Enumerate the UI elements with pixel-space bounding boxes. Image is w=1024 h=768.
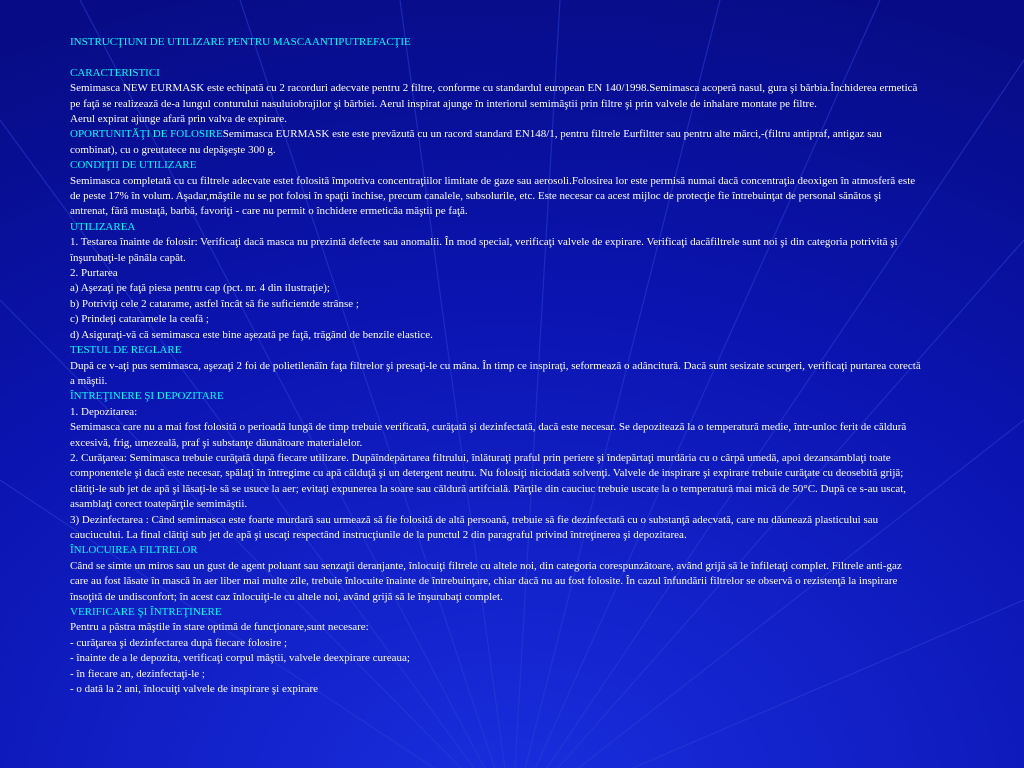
paragraph-testul: După ce v-aţi pus semimasca, aşezaţi 2 foi de polietilenăîn faţa filtrelor şi presaţi-le cu mâna. În timp ce inspiraţi, seformează o adâncitură. Dacă sunt sesizate scurgeri, verificaţi purtarea corectă a măştii. bbox=[70, 359, 921, 387]
paragraph-inlocuirea: Când se simte un miros sau un gust de agent poluant sau senzaţii deranjante, înlocuiţi filtrele cu altele noi, din categoria corespunzătoare, având grijă să le înfiletaţi complet. Filtrele anti-gaz care au fost lăsate în mască în aer liber mai multe zile, trebuie înlocuite înainte de întrebuinţare, chiar dacă nu au fost folosite. În cazul înfundării filtrelor se observă o rezistenţă la inspirare însoţită de undisconfort; în acest caz înlocuiţi-le cu altele noi, având grijă să le înşurubaţi complet. bbox=[70, 559, 902, 603]
paragraph-utilizarea-2: 2. Purtarea bbox=[70, 267, 118, 280]
paragraph-verificare-intro: Pentru a păstra măştile în stare optimă de funcţionare,sunt necesare: bbox=[70, 621, 369, 634]
paragraph-conditii: Semimasca completată cu cu filtrele adecvate estet folosită împotriva concentraţiilor limitate de gaze sau aerosoli.Folosirea lor este permisă numai dacă concentraţia deoxigen în atmosferă este de peste 17% în volum. Aşadar,măştile nu se pot folosi în spaţii închise, precum canalele, subsolurile, etc. Este necesar ca acest mijloc de protecţie fie întrebuinţat de personal sănătos şi antrenat, fără mustaţă, barbă, favoriţi - care nu permit o închidere ermeticăa măştii pe faţă. bbox=[70, 174, 916, 218]
paragraph-oportunitati bbox=[70, 127, 922, 158]
heading-inlocuirea: ÎNLOCUIREA FILTRELOR bbox=[70, 544, 198, 557]
list-item-b: b) Potriviţi cele 2 catarame, astfel încât să fie suficientde strânse ; bbox=[70, 297, 359, 310]
list-item-c: c) Prindeţi cataramele la ceafă ; bbox=[70, 313, 209, 326]
subheading-depozitarea: 1. Depozitarea: bbox=[70, 405, 138, 418]
paragraph-caracteristici-1: Semimasca NEW EURMASK este echipată cu 2 racorduri adecvate pentru 2 filtre, conforme cu standardul european EN 140/1998.Semimasca acoperă nasul, gura şi bărbia.Închiderea ermetică pe faţă se realizează de-a lungul conturului nasuluiobrajilor şi bărbiei. Aerul inspirat ajunge în interiorul semimăştii prin filtre şi prin valvele de inhalare montate pe filtre. bbox=[70, 82, 918, 110]
list-item-verificare-2: - înainte de a le depozita, verificaţi corpul măştii, valvele deexpirare cureaua; bbox=[70, 652, 410, 665]
paragraph-depozitarea: Semimasca care nu a mai fost folosită o perioadă lungă de timp trebuie verificată, curăţată şi dezinfectată, dacă este necesar. Se depozitează la o temperatură medie, într-unloc ferit de căldură excesivă, frig, umezeală, praf şi substanţe dăunătoare materialelor. bbox=[70, 421, 907, 449]
heading-caracteristici: CARACTERISTICI bbox=[70, 66, 160, 79]
list-item-d: d) Asiguraţi-vă că semimasca este bine aşezată pe faţă, trăgând de benzile elastice. bbox=[70, 328, 433, 341]
paragraph-utilizarea-1: 1. Testarea înainte de folosir: Verificaţi dacă masca nu prezintă defecte sau anomalii. În mod special, verificaţi valvele de expirare. Verificaţi dacăfiltrele sunt noi şi din categoria potrivită şi înşurubaţi-le pânăla capăt. bbox=[70, 236, 898, 264]
document-title: INSTRUCŢIUNI DE UTILIZARE PENTRU MASCAANTIPUTREFACŢIE bbox=[70, 36, 411, 48]
document-body bbox=[70, 35, 922, 697]
paragraph-dezinfectarea: 3) Dezinfectarea : Când semimasca este foarte murdară sau urmează să fie folosită de altă persoană, trebuie să fie dezinfectată cu o substanţă adecvată, care nu dăunează plasticului sau cauciucului. La final clătiţi sub jet de apă şi uscaţi respectând instrucţiunile de la punctul 2 din paragraful privind întreţinerea şi depozitarea. bbox=[70, 513, 879, 541]
list-item-a: a) Aşezaţi pe faţă piesa pentru cap (pct. nr. 4 din ilustraţie); bbox=[70, 282, 330, 295]
heading-intretinere: ÎNTREŢINERE ŞI DEPOZITARE bbox=[70, 390, 224, 403]
heading-utilizarea: UTILIZAREA bbox=[70, 220, 136, 233]
paragraph-curatarea: 2. Curăţarea: Semimasca trebuie curăţată după fiecare utilizare. Dupăîndepărtarea filtrului, înlăturaţi praful prin periere şi îndepărtaţi murdăria cu o cârpă umedă, apoi dezansamblaţi toate componentele şi dacă este necesar, spălaţi în întregime cu apă călduţă şi un detergent neutru. Nu folosiţi niciodată solvenţi. Valvele de inspirare şi expirare trebuie curăţate cu deosebită grijă; clătiţi-le sub jet de apă şi lăsaţi-le să se usuce la aer; evitaţi expunerea la soare sau căldură artifcială. Părţile din cauciuc trebuie uscate la o temperatură mai mică de 50°C. După ce s-au uscat, asamblaţi corect toatepărţile semimăştii. bbox=[70, 451, 907, 511]
spacer bbox=[70, 50, 922, 65]
list-item-verificare-1: - curăţarea şi dezinfectarea după fiecare folosire ; bbox=[70, 636, 288, 649]
heading-testul: TESTUL DE REGLARE bbox=[70, 344, 182, 357]
list-item-verificare-4: - o dată la 2 ani, înlocuiţi valvele de inspirare şi expirare bbox=[70, 683, 319, 696]
list-item-verificare-3: - în fiecare an, dezinfectaţi-le ; bbox=[70, 667, 205, 680]
oportunitati-text: Semimasca EURMASK este este prevăzută cu un racord standard EN148/1, pentru filtrele Eurfiltter sau pentru alte mărci,-(filtru antipraf, antigaz sau combinat), cu o greutatece nu depăşeşte 300 g. bbox=[70, 128, 882, 156]
paragraph-caracteristici-2: Aerul expirat ajunge afară prin valva de expirare. bbox=[70, 113, 287, 126]
heading-oportunitati: OPORTUNITĂŢI DE FOLOSIRE bbox=[70, 128, 223, 141]
heading-verificare: VERIFICARE ŞI ÎNTREŢINERE bbox=[70, 606, 222, 619]
heading-conditii: CONDIŢII DE UTILIZARE bbox=[70, 159, 197, 172]
